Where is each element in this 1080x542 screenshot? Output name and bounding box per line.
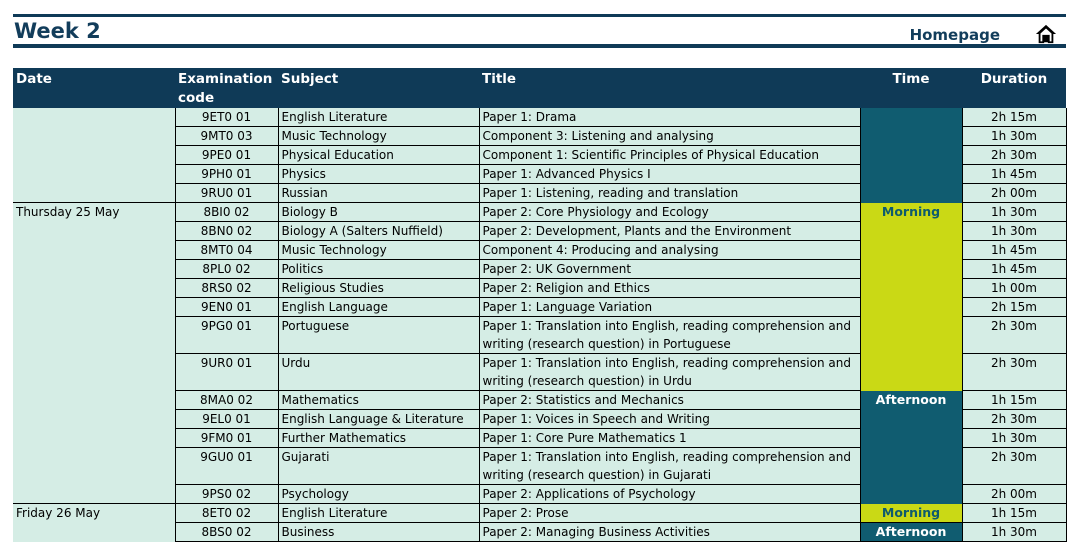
exam-code-cell: 9GU0 01 [175, 448, 278, 485]
subject-cell: Business [278, 523, 479, 542]
title-cell: Paper 2: Development, Plants and the Environment [479, 222, 860, 241]
duration-cell: 2h 30m [962, 354, 1066, 391]
exam-code-cell: 8MT0 04 [175, 241, 278, 260]
duration-cell: 1h 30m [962, 523, 1066, 542]
title-cell: Paper 2: Applications of Psychology [479, 485, 860, 504]
duration-cell: 2h 00m [962, 485, 1066, 504]
title-cell: Paper 1: Translation into English, reading comprehension and writing (research question) in Portuguese [479, 317, 860, 354]
subject-cell: Physical Education [278, 146, 479, 165]
subject-cell: Music Technology [278, 127, 479, 146]
subject-cell: Politics [278, 260, 479, 279]
session-cell-afternoon: Afternoon [860, 391, 962, 504]
exam-code-cell: 8MA0 02 [175, 391, 278, 410]
home-icon[interactable] [1035, 23, 1057, 45]
exam-code-cell: 9PH0 01 [175, 165, 278, 184]
duration-cell: 2h 15m [962, 298, 1066, 317]
title-cell: Paper 1: Drama [479, 108, 860, 127]
duration-cell: 1h 30m [962, 222, 1066, 241]
duration-cell: 2h 00m [962, 184, 1066, 203]
exam-code-cell: 8BS0 02 [175, 523, 278, 542]
exam-code-cell: 9PS0 02 [175, 485, 278, 504]
subject-cell: English Language [278, 298, 479, 317]
title-cell: Component 1: Scientific Principles of Physical Education [479, 146, 860, 165]
title-cell: Paper 2: Statistics and Mechanics [479, 391, 860, 410]
exam-code-cell: 8BI0 02 [175, 203, 278, 222]
duration-cell: 1h 15m [962, 504, 1066, 523]
exam-code-cell: 8RS0 02 [175, 279, 278, 298]
subject-cell: Gujarati [278, 448, 479, 485]
date-cell [13, 108, 175, 203]
title-cell: Component 3: Listening and analysing [479, 127, 860, 146]
subject-cell: English Literature [278, 108, 479, 127]
exam-code-cell: 8BN0 02 [175, 222, 278, 241]
title-cell: Component 4: Producing and analysing [479, 241, 860, 260]
exam-timetable [13, 68, 1067, 542]
title-cell: Paper 1: Advanced Physics I [479, 165, 860, 184]
duration-cell: 1h 30m [962, 127, 1066, 146]
title-cell: Paper 1: Core Pure Mathematics 1 [479, 429, 860, 448]
exam-code-cell: 9ET0 01 [175, 108, 278, 127]
table-body [13, 108, 1066, 542]
subject-cell: Biology A (Salters Nuffield) [278, 222, 479, 241]
table-row [13, 504, 1066, 523]
subject-cell: Biology B [278, 203, 479, 222]
duration-cell: 1h 30m [962, 203, 1066, 222]
subject-cell: Mathematics [278, 391, 479, 410]
subject-cell: Music Technology [278, 241, 479, 260]
subject-cell: Psychology [278, 485, 479, 504]
column-header-code: Examination code [175, 68, 278, 108]
column-header-subject: Subject [278, 68, 479, 108]
subject-cell: Russian [278, 184, 479, 203]
duration-cell: 2h 30m [962, 410, 1066, 429]
duration-cell: 2h 30m [962, 317, 1066, 354]
subject-cell: Portuguese [278, 317, 479, 354]
subject-cell: English Literature [278, 504, 479, 523]
session-cell-morning: Morning [860, 504, 962, 523]
title-cell: Paper 2: Managing Business Activities [479, 523, 860, 542]
duration-cell: 2h 30m [962, 146, 1066, 165]
header-bottom-rule [13, 44, 1066, 48]
column-header-duration: Duration [962, 68, 1066, 108]
title-cell: Paper 1: Listening, reading and translation [479, 184, 860, 203]
exam-code-cell: 9MT0 03 [175, 127, 278, 146]
header-top-rule [13, 14, 1066, 17]
title-cell: Paper 1: Voices in Speech and Writing [479, 410, 860, 429]
title-cell: Paper 1: Translation into English, reading comprehension and writing (research question) in Urdu [479, 354, 860, 391]
column-header-title: Title [479, 68, 860, 108]
duration-cell: 1h 15m [962, 391, 1066, 410]
exam-code-cell: 8ET0 02 [175, 504, 278, 523]
column-header-date: Date [13, 68, 175, 108]
duration-cell: 1h 45m [962, 165, 1066, 184]
subject-cell: Further Mathematics [278, 429, 479, 448]
title-cell: Paper 1: Translation into English, reading comprehension and writing (research question) in Gujarati [479, 448, 860, 485]
homepage-link[interactable]: Homepage [909, 26, 1000, 44]
table-row [13, 108, 1066, 127]
session-cell-afternoon: Afternoon [860, 523, 962, 542]
table-header-row [13, 68, 1066, 108]
duration-cell: 2h 15m [962, 108, 1066, 127]
title-cell: Paper 2: Prose [479, 504, 860, 523]
subject-cell: Religious Studies [278, 279, 479, 298]
duration-cell: 2h 30m [962, 448, 1066, 485]
exam-code-cell: 9PG0 01 [175, 317, 278, 354]
exam-code-cell: 9EN0 01 [175, 298, 278, 317]
date-cell: Friday 26 May [13, 504, 175, 542]
title-cell: Paper 1: Language Variation [479, 298, 860, 317]
duration-cell: 1h 45m [962, 241, 1066, 260]
exam-code-cell: 9FM0 01 [175, 429, 278, 448]
page-title: Week 2 [14, 19, 101, 43]
subject-cell: English Language & Literature [278, 410, 479, 429]
subject-cell: Physics [278, 165, 479, 184]
exam-code-cell: 9RU0 01 [175, 184, 278, 203]
date-cell: Thursday 25 May [13, 203, 175, 504]
session-cell-afternoon [860, 108, 962, 203]
title-cell: Paper 2: Religion and Ethics [479, 279, 860, 298]
subject-cell: Urdu [278, 354, 479, 391]
exam-code-cell: 8PL0 02 [175, 260, 278, 279]
session-cell-morning: Morning [860, 203, 962, 391]
table-row [13, 203, 1066, 222]
duration-cell: 1h 30m [962, 429, 1066, 448]
duration-cell: 1h 45m [962, 260, 1066, 279]
title-cell: Paper 2: Core Physiology and Ecology [479, 203, 860, 222]
exam-code-cell: 9EL0 01 [175, 410, 278, 429]
duration-cell: 1h 00m [962, 279, 1066, 298]
column-header-time: Time [860, 68, 962, 108]
title-cell: Paper 2: UK Government [479, 260, 860, 279]
exam-code-cell: 9UR0 01 [175, 354, 278, 391]
exam-code-cell: 9PE0 01 [175, 146, 278, 165]
